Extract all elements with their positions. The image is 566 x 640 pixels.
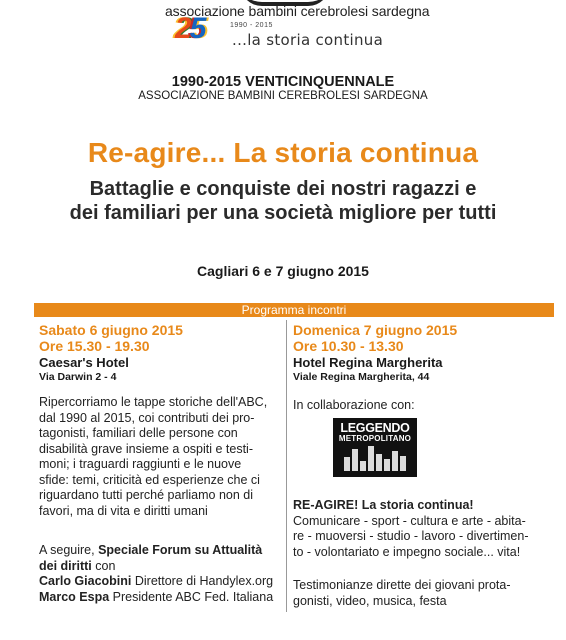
logo-org-name: associazione bambini cerebrolesi sardegna — [165, 3, 430, 19]
forum-title: Speciale Forum su Attualità — [98, 543, 263, 557]
page-subtitle-line: Battaglie e conquiste dei nostri ragazzi e — [89, 178, 477, 200]
reagire-section — [293, 498, 548, 560]
speaker-line — [39, 590, 284, 606]
testimonials-line: gonisti, video, musica, festa — [293, 593, 447, 608]
testimonials-line: Testimonianze dirette dei giovani prota- — [293, 578, 511, 592]
forum-line — [39, 559, 284, 575]
header-subtitle: ASSOCIAZIONE BAMBINI CEREBROLESI SARDEGNA — [138, 90, 428, 102]
partner-logo-skyline — [336, 446, 414, 471]
saturday-time: Ore 15.30 - 19.30 — [39, 338, 150, 354]
logo-digit-2: 2 — [175, 12, 190, 45]
saturday-address: Via Darwin 2 - 4 — [39, 371, 117, 383]
description-line: riguardano tutti perché parliamo non di — [39, 488, 254, 502]
testimonials-section — [293, 578, 548, 609]
forum-line — [39, 543, 284, 559]
forum-prefix: A seguire, — [39, 543, 99, 557]
speaker-name: Carlo Giacobini — [39, 574, 132, 588]
partner-logo — [333, 418, 417, 477]
logo-tagline: ...la storia continua — [232, 31, 384, 49]
description-line: Ripercorriamo le tappe storiche dell'ABC, — [39, 395, 268, 409]
partner-logo-line2: METROPOLITANO — [338, 434, 412, 443]
collaboration-label: In collaborazione con: — [293, 398, 415, 412]
description-line: sfide: temi, criticità ed esperienze che ci — [39, 472, 260, 487]
speaker-line — [39, 574, 284, 590]
sunday-column — [293, 322, 543, 383]
saturday-day: Sabato 6 giugno 2015 — [39, 322, 183, 338]
sunday-venue: Hotel Regina Margherita — [293, 355, 443, 370]
logo-25-mark — [175, 14, 204, 44]
page-subtitle-line: dei familiari per una società migliore per tutti — [69, 202, 497, 224]
page-subtitle — [0, 177, 566, 225]
reagire-title: RE-AGIRE! La storia continua! — [293, 498, 474, 512]
forum-section — [39, 543, 284, 605]
description-line: dal 1990 al 2015, coi contributi dei pro- — [39, 410, 255, 425]
sunday-day: Domenica 7 giugno 2015 — [293, 322, 458, 338]
speaker-name: Marco Espa — [39, 589, 110, 604]
speaker-role: Direttore di Handylex.org — [131, 574, 274, 588]
header-title: 1990-2015 VENTICINQUENNALE — [171, 74, 395, 90]
event-dateline: Cagliari 6 e 7 giugno 2015 — [197, 263, 369, 279]
reagire-line: Comunicare - sport - cultura e arte - abita- — [293, 513, 526, 528]
logo-digit-5: 5 — [189, 12, 205, 45]
page-title: Re-agire... La storia continua — [87, 137, 479, 168]
program-bar: Programma incontri — [34, 303, 554, 317]
saturday-venue: Caesar's Hotel — [39, 355, 129, 370]
speaker-role: Presidente ABC Fed. Italiana — [109, 589, 274, 604]
sunday-address: Viale Regina Margherita, 44 — [293, 371, 430, 383]
partner-logo-line1: LEGGENDO — [340, 421, 410, 435]
description-line: disabilità grave insieme a ospiti e testi- — [39, 441, 253, 456]
description-line: favori, ma di vita e diritti umani — [39, 503, 208, 518]
sunday-time: Ore 10.30 - 13.30 — [293, 338, 404, 354]
column-divider — [286, 320, 287, 612]
forum-suffix: con — [91, 558, 116, 573]
reagire-line: to - volontariato e impegno sociale... vita! — [293, 544, 521, 559]
logo — [0, 0, 566, 58]
description-line: moni; i traguardi raggiunti e le nuove — [39, 457, 242, 471]
saturday-description — [39, 395, 279, 519]
saturday-column — [39, 322, 279, 383]
description-line: tagonisti, familiari delle persone con — [39, 426, 238, 440]
logo-years: 1990 - 2015 — [230, 22, 273, 29]
forum-title-cont: dei diritti — [39, 558, 92, 573]
reagire-line: re - muoversi - studio - lavoro - divertimen- — [293, 529, 529, 543]
